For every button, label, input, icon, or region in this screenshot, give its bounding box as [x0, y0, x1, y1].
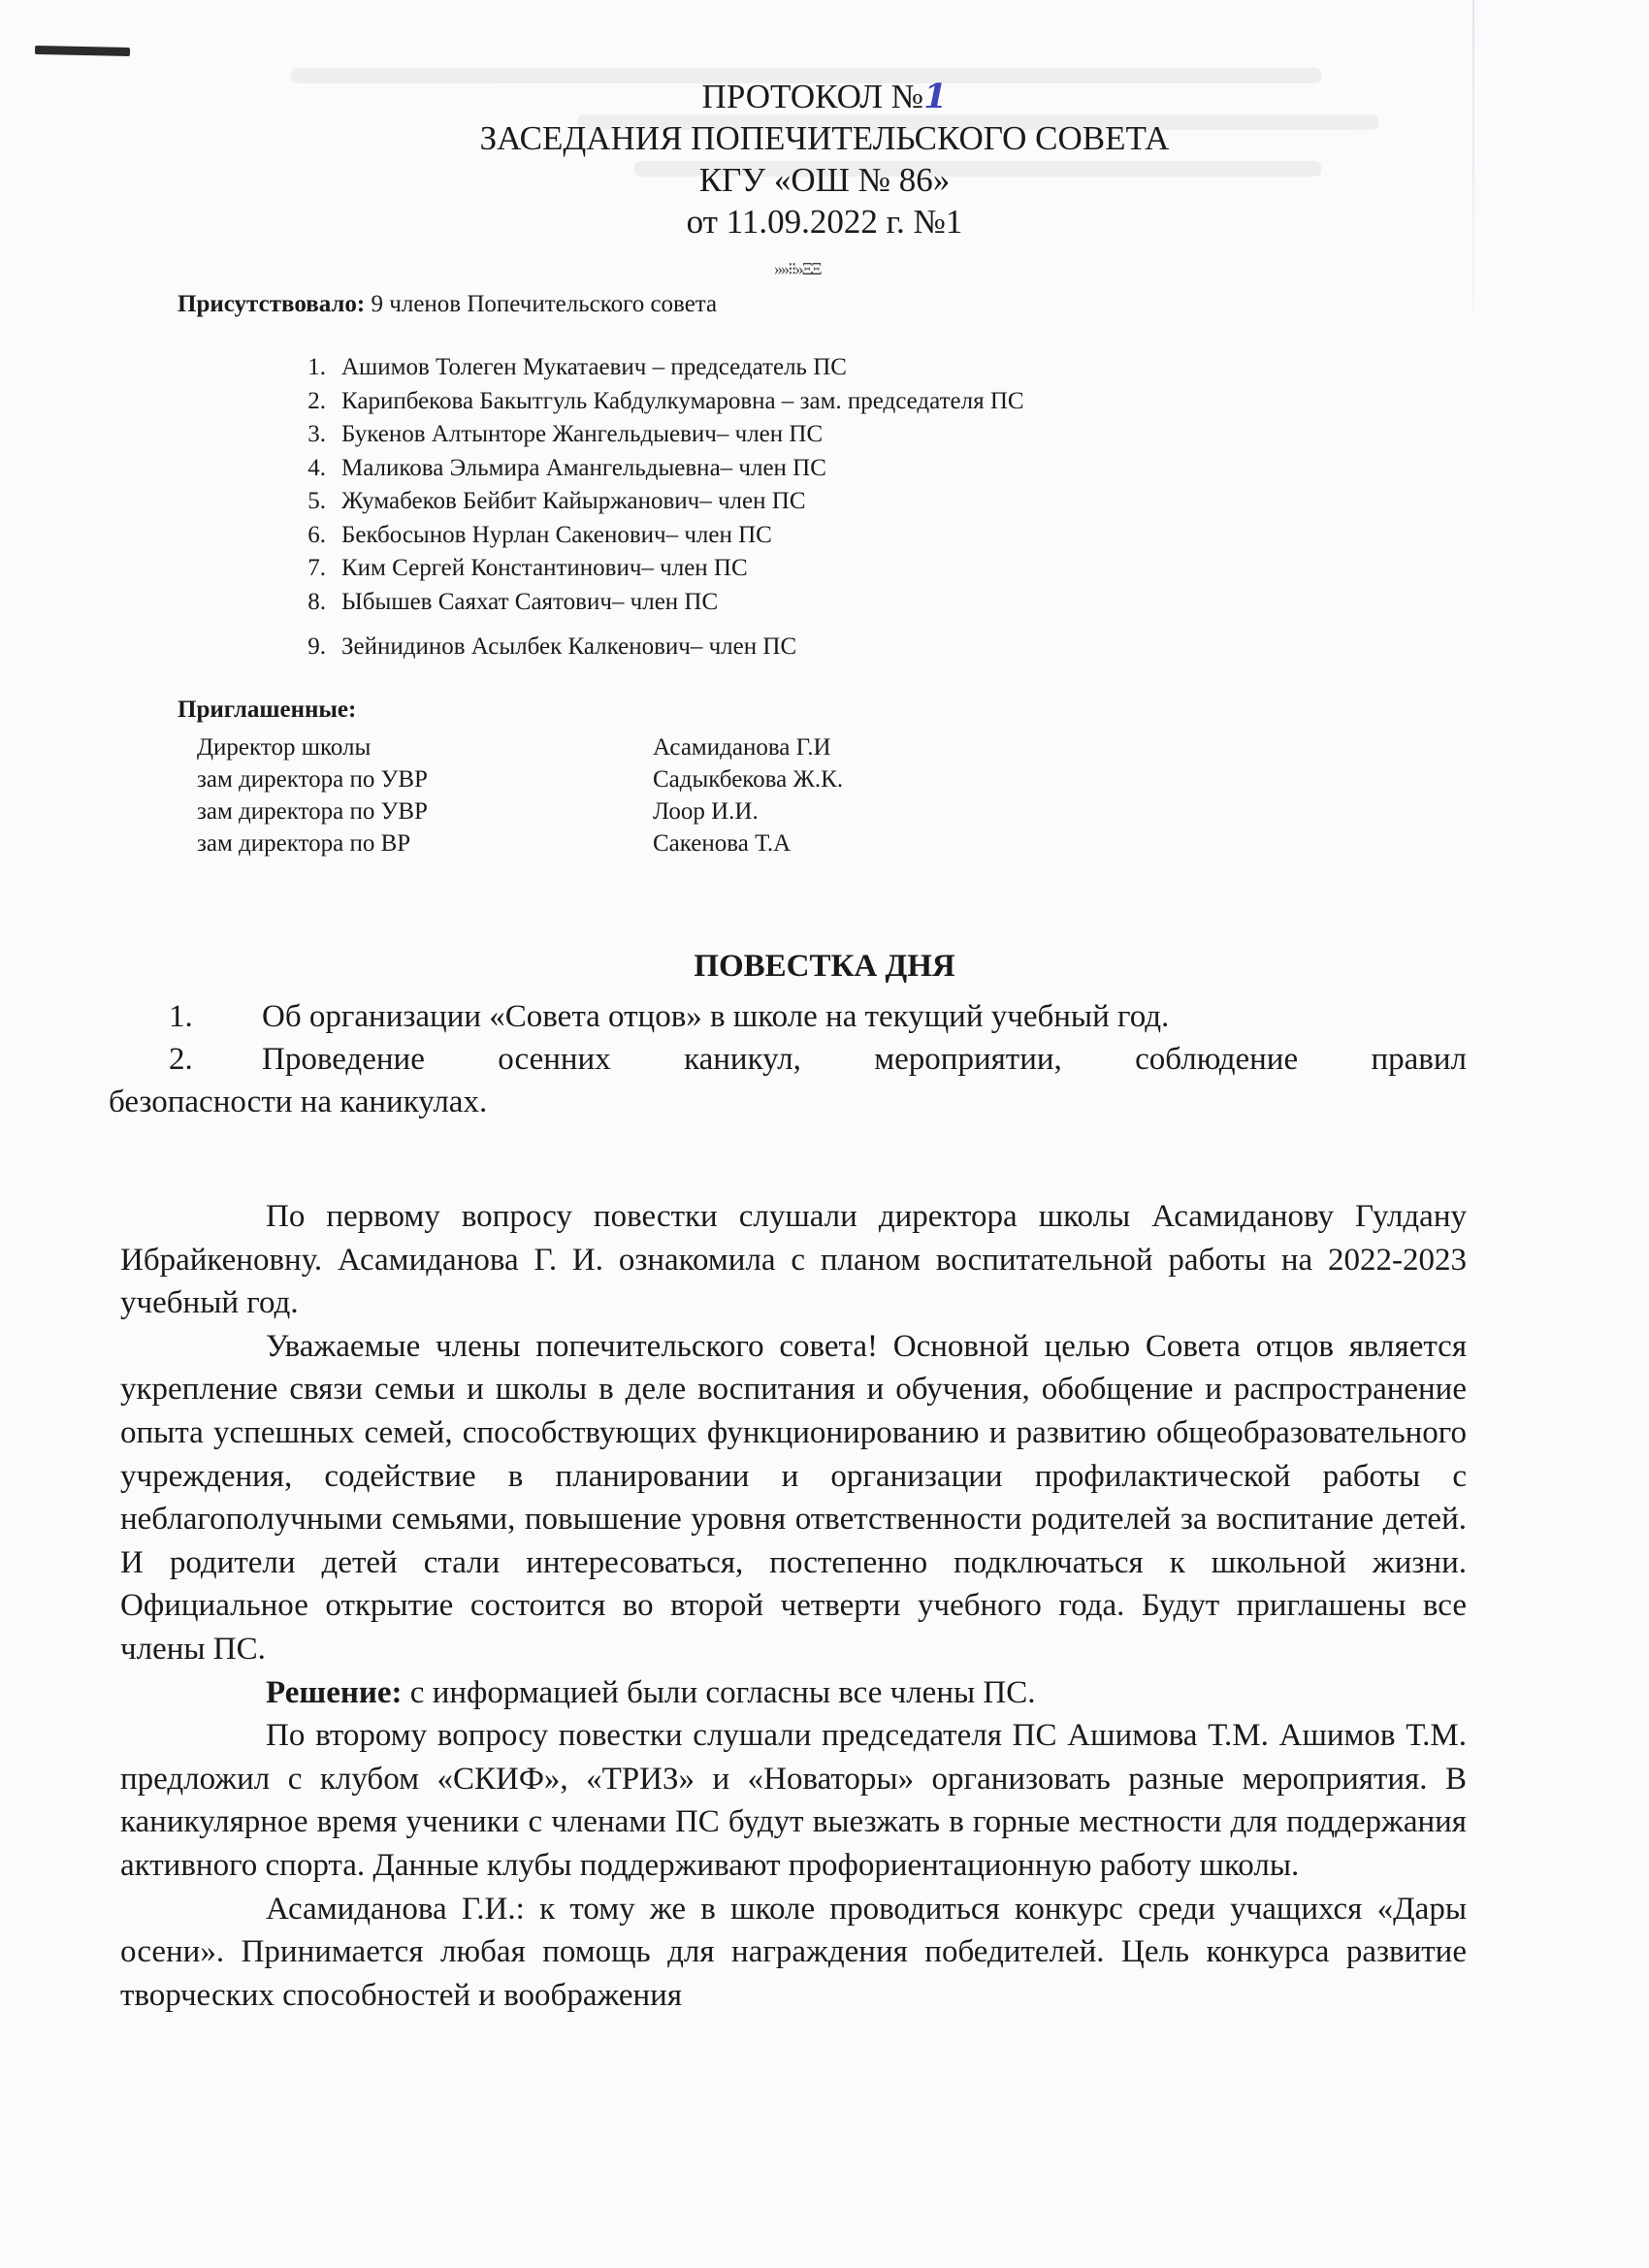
paragraph-second-question: По второму вопросу повестки слушали председателя ПС Ашимова Т.М. Ашимов Т.М. предложил с клубом «СКИФ», «ТРИЗ» и «Новаторы» организовать разные мероприятия. В каникулярное время ученики с членами ПС будут выезжать в горные местности для поддержания активного спорта. Данные клубы поддерживают профориентационную работу школы. — [120, 1718, 1467, 1883]
protocol-date: от 11.09.2022 г. №1 — [686, 203, 963, 241]
decision-label: Решение: — [266, 1674, 403, 1710]
paragraph-fathers-council: Уважаемые члены попечительского совета! Основной целью Совета отцов является укрепление связи семьи и школы в деле воспитания и обучения, обобщение и распространение опыта успешных семей, способствующих функционированию и развитию общеобразовательного учреждения, содействие в планировании и организации профилактической работы с неблагополучными семьями, повышение уровня ответственности родителей за воспитание детей. И родители детей стали интересоваться, постепенно подключаться к школьной жизни. Официальное открытие состоится во второй четверти учебного года. Будут приглашены все члены ПС. — [120, 1328, 1467, 1667]
organization-name: КГУ «ОШ № 86» — [698, 161, 951, 199]
decision-paragraph — [120, 1671, 1467, 1715]
member-item: 1. Ашимов Толеген Мукатаевич – председатель ПС — [307, 354, 847, 380]
attendance-label: Присутствовало: — [178, 291, 366, 317]
attendance-text: 9 членов Попечительского совета — [371, 291, 718, 317]
member-item: 3. Букенов Алтынторе Жангельдыевич– член ПС — [307, 421, 824, 447]
invited-item: Директор школы Асамиданова Г.И — [197, 734, 831, 761]
member-item: 4. Маликова Эльмира Амангельдыевна– член ПС — [307, 454, 826, 481]
member-item: 7. Ким Сергей Константинович– член ПС — [307, 555, 748, 581]
attendance-line — [178, 291, 717, 318]
member-item: 9. Зейнидинов Асылбек Калкенович– член ПС — [307, 633, 797, 660]
members-list — [289, 351, 1024, 664]
decision-text: с информацией были согласны все члены ПС. — [402, 1674, 1036, 1710]
meeting-title: ЗАСЕДАНИЯ ПОПЕЧИТЕЛЬСКОГО СОВЕТА — [479, 119, 1170, 157]
agenda-list — [109, 995, 1467, 1123]
invited-item: зам директора по УВР Лоор И.И. — [197, 798, 759, 825]
document-header — [0, 76, 1649, 243]
paragraph-contest: Асамиданова Г.И.: к тому же в школе проводиться конкурс среди учащихся «Дары осени». Принимается любая помощь для награждения победителей. Цель конкурса развитие творческих способностей и воображения — [120, 1891, 1467, 2013]
member-item: 6. Бекбосынов Нурлан Сакенович– член ПС — [307, 521, 772, 548]
invited-list — [197, 731, 843, 859]
agenda-item-continuation: безопасности на каникулах. — [109, 1085, 488, 1119]
ornament-divider-icon: »»⁝⁝»ΞΞ — [774, 259, 821, 278]
member-item: 5. Жумабеков Бейбит Кайыржанович– член ПС — [307, 488, 806, 514]
handwritten-protocol-number: 1 — [923, 77, 948, 116]
agenda-item: 2. Проведение осенних каникул, мероприятии, соблюдение правил — [169, 1042, 1467, 1077]
member-item: 2. Карипбекова Бакытгуль Кабдулкумаровна – зам. председателя ПС — [307, 387, 1024, 414]
member-item: 8. Ыбышев Саяхат Саятович– член ПС — [307, 588, 719, 615]
agenda-title: ПОВЕСТКА ДНЯ — [694, 949, 955, 984]
minutes-body — [120, 1195, 1467, 2017]
scan-artifact-mark — [35, 46, 130, 56]
invited-item: зам директора по ВР Сакенова Т.А — [197, 830, 792, 857]
protocol-title: ПРОТОКОЛ №1 — [701, 77, 948, 116]
agenda-item: 1. Об организации «Совета отцов» в школе на текущий учебный год. — [169, 999, 1170, 1034]
invited-label: Приглашенные: — [178, 697, 357, 723]
invited-item: зам директора по УВР Садыкбекова Ж.К. — [197, 766, 844, 793]
paragraph-first-question: По первому вопросу повестки слушали директора школы Асамиданову Гулдану Ибрайкеновну. Асамиданова Г. И. ознакомила с планом воспитательной работы на 2022-2023 учебный год. — [120, 1199, 1467, 1321]
